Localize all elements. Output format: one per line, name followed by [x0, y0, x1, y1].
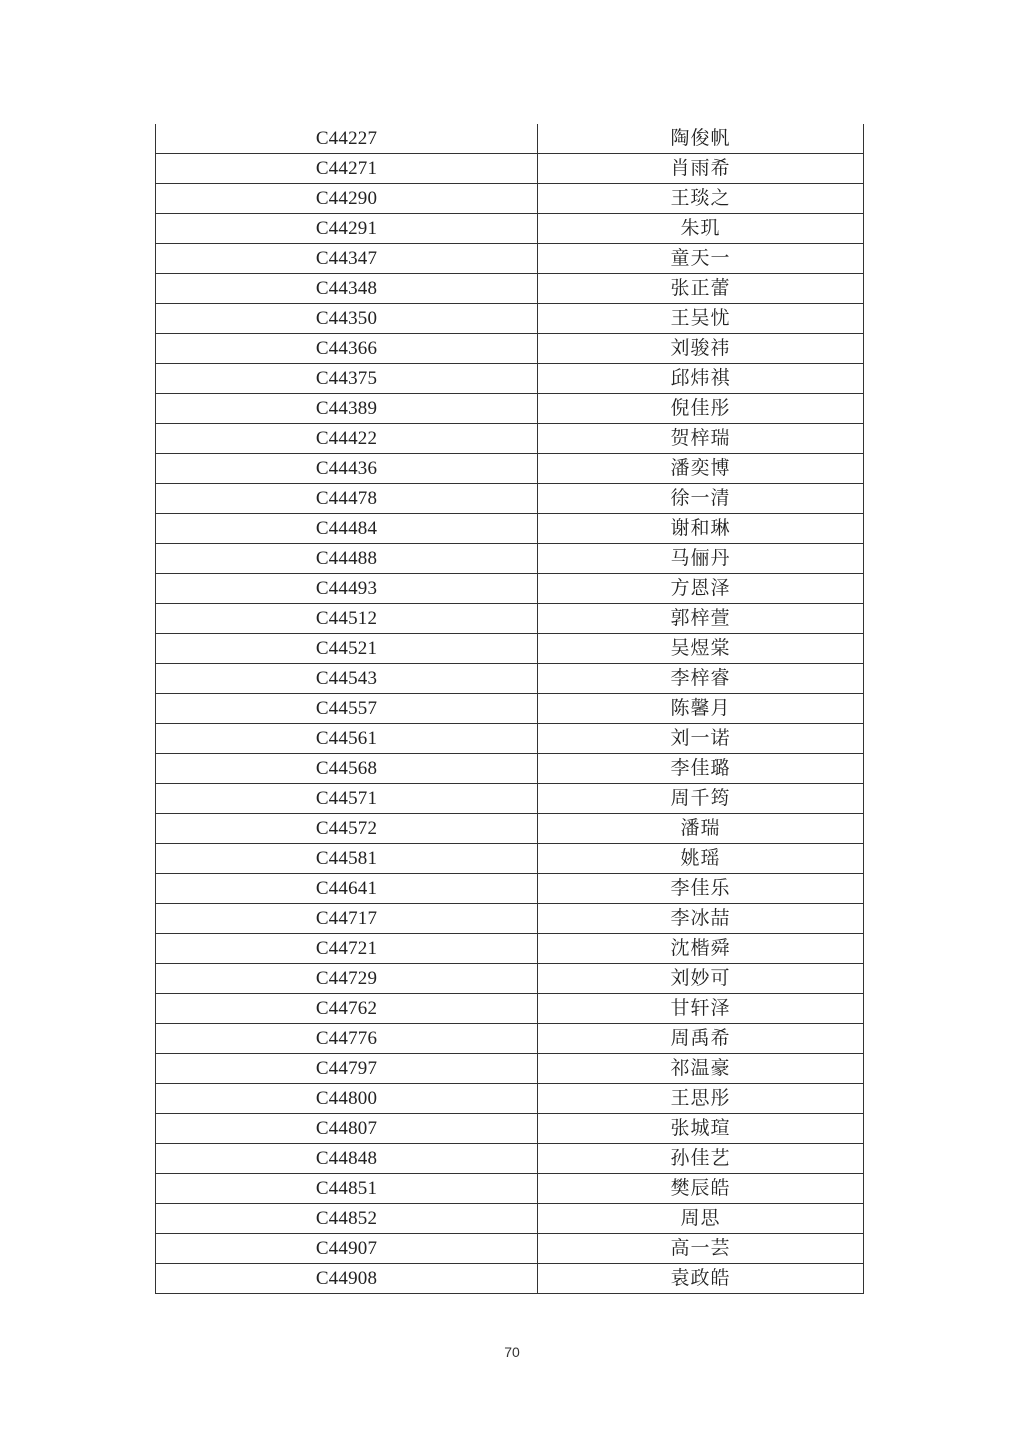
table-row [156, 1054, 864, 1084]
candidate-id-cell: C44572 [156, 814, 538, 844]
candidate-name-cell: 周千筠 [538, 784, 864, 814]
candidate-name-cell: 陶俊帆 [538, 124, 864, 154]
candidate-id-cell: C44721 [156, 934, 538, 964]
candidate-name-cell: 肖雨希 [538, 154, 864, 184]
table-row [156, 1264, 864, 1294]
table-row [156, 664, 864, 694]
candidate-name-cell: 马俪丹 [538, 544, 864, 574]
candidate-id-cell: C44347 [156, 244, 538, 274]
candidate-id-cell: C44484 [156, 514, 538, 544]
candidate-id-cell: C44291 [156, 214, 538, 244]
table-row [156, 604, 864, 634]
candidate-name-cell: 吴煜棠 [538, 634, 864, 664]
table-row [156, 934, 864, 964]
candidate-name-cell: 谢和琳 [538, 514, 864, 544]
candidate-id-cell: C44908 [156, 1264, 538, 1294]
candidate-id-cell: C44568 [156, 754, 538, 784]
table-row [156, 724, 864, 754]
table-row [156, 274, 864, 304]
candidate-id-cell: C44797 [156, 1054, 538, 1084]
table-row [156, 634, 864, 664]
table-row [156, 334, 864, 364]
candidate-name-cell: 李冰喆 [538, 904, 864, 934]
candidate-name-cell: 陈馨月 [538, 694, 864, 724]
table-row [156, 424, 864, 454]
candidate-id-cell: C44557 [156, 694, 538, 724]
candidate-id-cell: C44436 [156, 454, 538, 484]
candidate-id-cell: C44290 [156, 184, 538, 214]
table-row [156, 904, 864, 934]
candidate-name-cell: 张正蕾 [538, 274, 864, 304]
candidate-id-cell: C44848 [156, 1144, 538, 1174]
table-row [156, 1174, 864, 1204]
candidate-name-cell: 张城瑄 [538, 1114, 864, 1144]
table-row [156, 544, 864, 574]
candidate-name-cell: 李佳璐 [538, 754, 864, 784]
table-row [156, 154, 864, 184]
candidate-name-cell: 姚瑶 [538, 844, 864, 874]
table-row [156, 1204, 864, 1234]
candidate-name-cell: 李佳乐 [538, 874, 864, 904]
candidate-id-cell: C44807 [156, 1114, 538, 1144]
candidate-id-cell: C44422 [156, 424, 538, 454]
candidate-name-cell: 沈楷舜 [538, 934, 864, 964]
candidate-id-cell: C44641 [156, 874, 538, 904]
candidate-id-cell: C44366 [156, 334, 538, 364]
candidate-id-cell: C44800 [156, 1084, 538, 1114]
page-number: 70 [504, 1344, 520, 1360]
candidate-name-cell: 邱炜祺 [538, 364, 864, 394]
table-row [156, 214, 864, 244]
table-row [156, 784, 864, 814]
candidate-id-cell: C44512 [156, 604, 538, 634]
candidate-name-cell: 刘骏祎 [538, 334, 864, 364]
candidate-name-cell: 方恩泽 [538, 574, 864, 604]
candidate-id-cell: C44227 [156, 124, 538, 154]
table-row [156, 364, 864, 394]
candidate-id-cell: C44348 [156, 274, 538, 304]
candidate-id-cell: C44521 [156, 634, 538, 664]
candidate-name-cell: 潘奕博 [538, 454, 864, 484]
candidate-name-cell: 高一芸 [538, 1234, 864, 1264]
roster-table [155, 124, 864, 1294]
candidate-id-cell: C44776 [156, 1024, 538, 1054]
candidate-name-cell: 朱玑 [538, 214, 864, 244]
candidate-name-cell: 潘瑞 [538, 814, 864, 844]
candidate-name-cell: 刘妙可 [538, 964, 864, 994]
candidate-id-cell: C44389 [156, 394, 538, 424]
roster-table-body [156, 124, 864, 1294]
candidate-name-cell: 孙佳艺 [538, 1144, 864, 1174]
candidate-id-cell: C44762 [156, 994, 538, 1024]
candidate-id-cell: C44851 [156, 1174, 538, 1204]
candidate-id-cell: C44488 [156, 544, 538, 574]
candidate-id-cell: C44729 [156, 964, 538, 994]
candidate-id-cell: C44478 [156, 484, 538, 514]
candidate-name-cell: 祁温豪 [538, 1054, 864, 1084]
candidate-name-cell: 周思 [538, 1204, 864, 1234]
table-row [156, 1114, 864, 1144]
table-row [156, 1084, 864, 1114]
table-row [156, 514, 864, 544]
table-row [156, 994, 864, 1024]
candidate-name-cell: 李梓睿 [538, 664, 864, 694]
table-row [156, 874, 864, 904]
candidate-id-cell: C44543 [156, 664, 538, 694]
candidate-id-cell: C44571 [156, 784, 538, 814]
table-row [156, 1024, 864, 1054]
table-row [156, 484, 864, 514]
candidate-name-cell: 樊辰皓 [538, 1174, 864, 1204]
table-row [156, 394, 864, 424]
candidate-name-cell: 甘轩泽 [538, 994, 864, 1024]
candidate-id-cell: C44375 [156, 364, 538, 394]
candidate-id-cell: C44852 [156, 1204, 538, 1234]
table-row [156, 694, 864, 724]
table-row [156, 964, 864, 994]
candidate-name-cell: 周禹希 [538, 1024, 864, 1054]
table-row [156, 1144, 864, 1174]
candidate-id-cell: C44561 [156, 724, 538, 754]
table-row [156, 184, 864, 214]
candidate-id-cell: C44350 [156, 304, 538, 334]
candidate-id-cell: C44493 [156, 574, 538, 604]
table-row [156, 574, 864, 604]
table-row [156, 244, 864, 274]
table-row [156, 844, 864, 874]
table-row [156, 454, 864, 484]
table-row [156, 1234, 864, 1264]
candidate-id-cell: C44907 [156, 1234, 538, 1264]
candidate-name-cell: 贺梓瑞 [538, 424, 864, 454]
candidate-name-cell: 徐一清 [538, 484, 864, 514]
candidate-name-cell: 袁政皓 [538, 1264, 864, 1294]
candidate-name-cell: 王琰之 [538, 184, 864, 214]
candidate-name-cell: 王吴忧 [538, 304, 864, 334]
candidate-name-cell: 刘一诺 [538, 724, 864, 754]
candidate-id-cell: C44717 [156, 904, 538, 934]
table-row [156, 124, 864, 154]
candidate-name-cell: 倪佳彤 [538, 394, 864, 424]
table-row [156, 814, 864, 844]
candidate-id-cell: C44271 [156, 154, 538, 184]
candidate-id-cell: C44581 [156, 844, 538, 874]
candidate-name-cell: 王思彤 [538, 1084, 864, 1114]
table-row [156, 754, 864, 784]
candidate-name-cell: 童天一 [538, 244, 864, 274]
table-row [156, 304, 864, 334]
candidate-name-cell: 郭梓萱 [538, 604, 864, 634]
